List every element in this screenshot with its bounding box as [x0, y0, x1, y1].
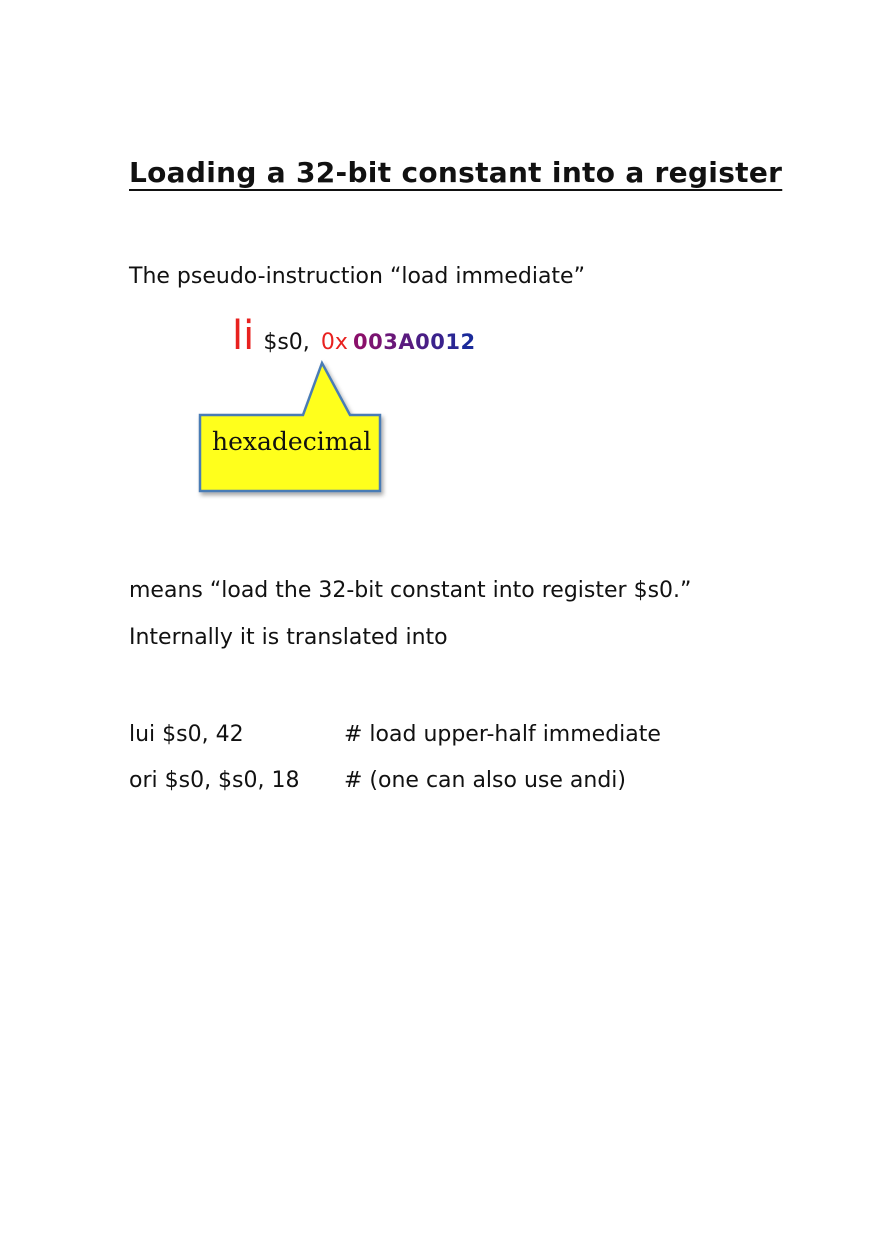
instruction-op: li	[232, 313, 255, 359]
instruction-hex-value	[353, 330, 476, 354]
code-instruction: ori $s0, $s0, 18	[129, 768, 300, 793]
hex-digit: 0	[368, 330, 384, 354]
instruction-register: $s0,	[263, 330, 310, 355]
code-instruction: lui $s0, 42	[129, 722, 244, 747]
instruction-line	[232, 313, 476, 359]
explanation-text: means “load the 32-bit constant into register $s0.”	[129, 578, 692, 603]
code-row	[129, 768, 626, 793]
hex-digit: 3	[383, 330, 399, 354]
callout-label: hexadecimal	[212, 427, 372, 456]
page-title: Loading a 32-bit constant into a register	[129, 156, 783, 189]
hex-digit: 0	[353, 330, 369, 354]
hex-digit: 0	[415, 330, 431, 354]
hex-digit: 2	[460, 330, 476, 354]
hexadecimal-callout	[195, 360, 385, 500]
hex-digit: A	[398, 330, 416, 354]
code-comment: # load upper-half immediate	[344, 722, 661, 747]
code-row	[129, 722, 661, 747]
code-comment: # (one can also use andi)	[344, 768, 626, 793]
instruction-hex-prefix: 0x	[320, 330, 348, 355]
intro-text: The pseudo-instruction “load immediate”	[129, 264, 585, 289]
hex-digit: 0	[430, 330, 446, 354]
hex-digit: 1	[445, 330, 461, 354]
translation-text: Internally it is translated into	[129, 625, 448, 650]
